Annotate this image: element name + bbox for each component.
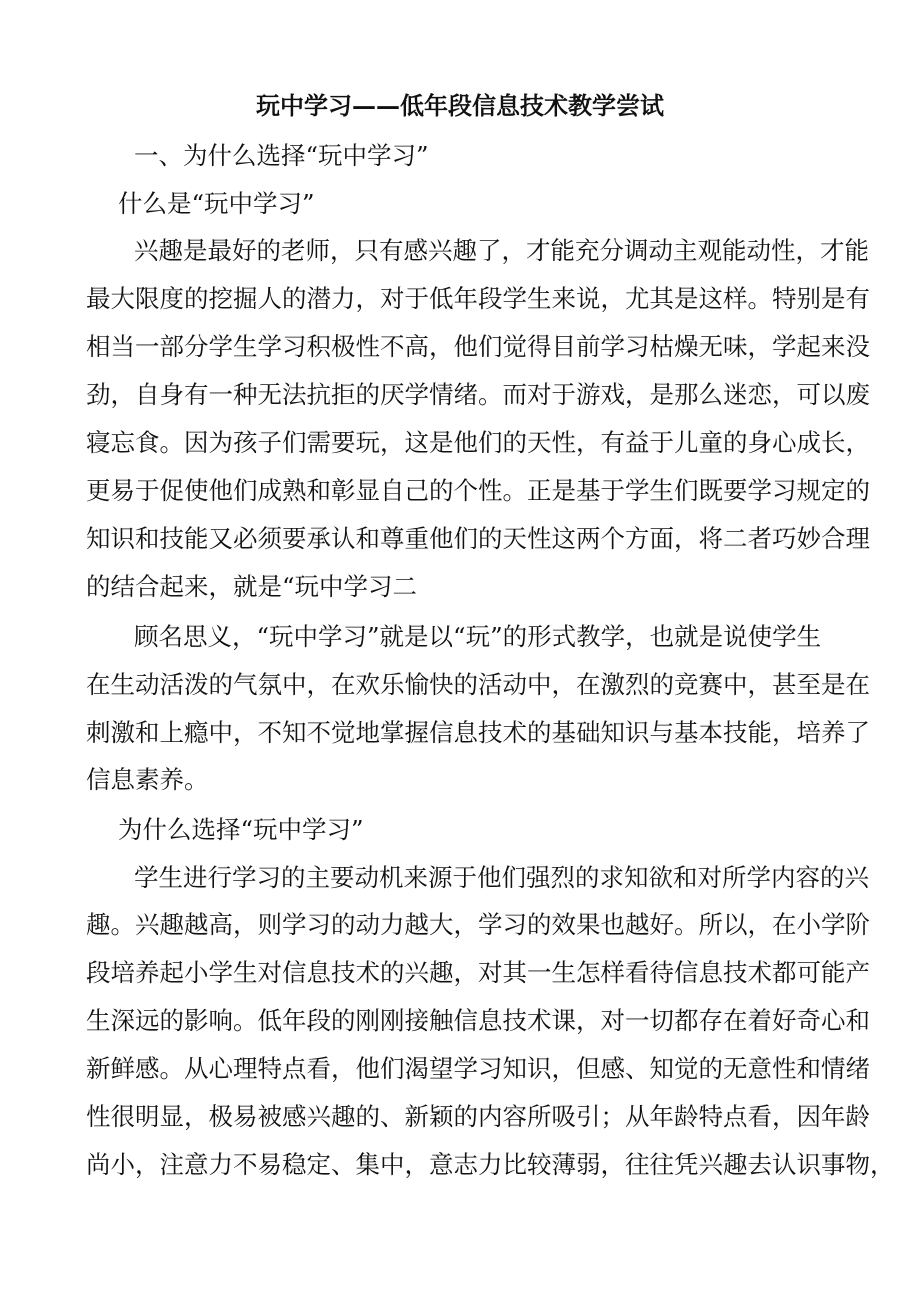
paragraph-line: 学生进行学习的主要动机来源于他们强烈的求知欲和对所学内容的兴 (134, 863, 869, 892)
paragraph-line: 寝忘食。因为孩子们需要玩，这是他们的天性，有益于儿童的身心成长， (86, 428, 870, 457)
paragraph-line: 尚小，注意力不易稳定、集中，意志力比较薄弱，往往凭兴趣去认识事物， (86, 1150, 895, 1179)
document-title: 玩中学习——低年段信息技术教学尝试 (256, 91, 664, 120)
paragraph-line: 信息素养。 (86, 765, 209, 794)
paragraph-line: 兴趣是最好的老师，只有感兴趣了，才能充分调动主观能动性，才能 (134, 236, 869, 265)
paragraph-line: 趣。兴趣越高，则学习的动力越大，学习的效果也越好。所以，在小学阶 (86, 910, 870, 939)
paragraph-line: 的结合起来，就是“玩中学习二 (86, 572, 418, 601)
paragraph-line: 段培养起小学生对信息技术的兴趣，对其一生怎样看待信息技术都可能产 (86, 958, 870, 987)
paragraph-line: 知识和技能又必须要承认和尊重他们的天性这两个方面，将二者巧妙合理 (86, 524, 870, 553)
paragraph-line: 在生动活泼的气氛中，在欢乐愉快的活动中，在激烈的竞赛中，甚至是在 (86, 670, 870, 699)
paragraph-line: 刺激和上瘾中，不知不觉地掌握信息技术的基础知识与基本技能，培养了 (86, 718, 870, 747)
paragraph-line: 相当一部分学生学习积极性不高，他们觉得目前学习枯燥无味，学起来没 (86, 332, 870, 361)
paragraph-line: 最大限度的挖掘人的潜力，对于低年段学生来说，尤其是这样。特别是有 (86, 284, 870, 313)
paragraph-line: 顾名思义，“玩中学习”就是以“玩”的形式教学，也就是说使学生 (134, 622, 822, 651)
subheading-what: 什么是“玩中学习” (118, 189, 315, 218)
section-heading: 一、为什么选择“玩中学习” (134, 141, 429, 170)
subheading-why: 为什么选择“玩中学习” (118, 815, 364, 844)
paragraph-line: 新鲜感。从心理特点看，他们渴望学习知识，但感、知觉的无意性和情绪 (86, 1054, 870, 1083)
paragraph-line: 更易于促使他们成熟和彰显自己的个性。正是基于学生们既要学习规定的 (86, 476, 870, 505)
paragraph-line: 劲，自身有一种无法抗拒的厌学情绪。而对于游戏，是那么迷恋，可以废 (86, 380, 870, 409)
paragraph-line: 生深远的影响。低年段的刚刚接触信息技术课，对一切都存在着好奇心和 (86, 1006, 870, 1035)
paragraph-line: 性很明显，极易被感兴趣的、新颖的内容所吸引；从年龄特点看，因年龄 (86, 1102, 870, 1131)
